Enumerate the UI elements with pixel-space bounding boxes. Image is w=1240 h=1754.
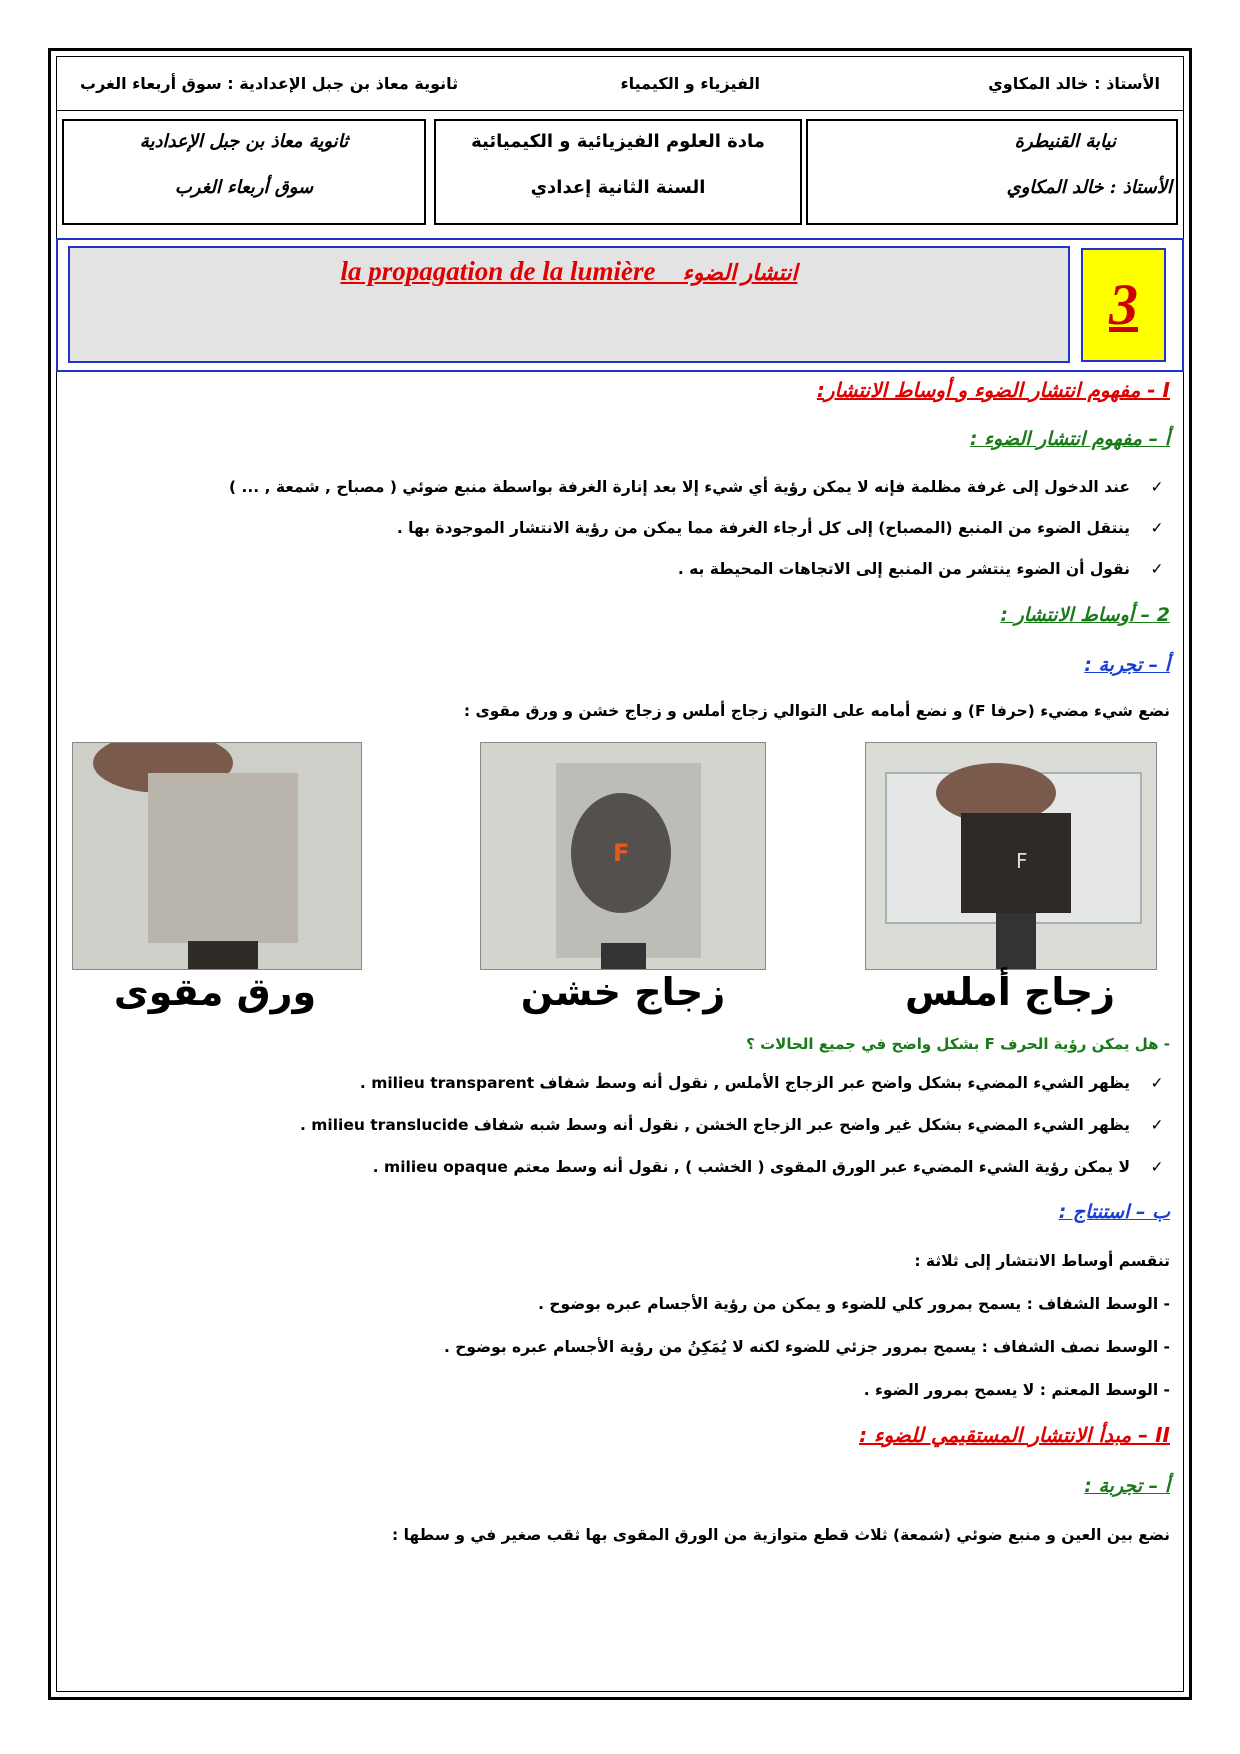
header-teacher: الأستاذ : خالد المكاوي (988, 74, 1160, 93)
header-row (60, 66, 1180, 102)
photo-smooth-glass (865, 742, 1157, 970)
check-icon: ✓ (1150, 560, 1164, 578)
bullet-3-text: نقول أن الضوء ينتشر من المنبع إلى الاتجاهات المحيطة به . (677, 560, 1130, 578)
info-box-school (62, 119, 426, 225)
info-box-subject (434, 119, 802, 225)
bullet-3 (678, 560, 1170, 578)
bullet-1 (229, 478, 1170, 496)
caption-frosted-glass: زجاج خشن (520, 970, 726, 1014)
bullet-2-text: ينتقل الضوء من المنبع (المصباح) إلى كل أرجاء الغرفة مما يمكن من رؤية الانتشار الموجودة بها . (396, 519, 1130, 537)
photo-cardboard (72, 742, 362, 970)
caption-smooth-glass: زجاج أملس (905, 970, 1115, 1014)
bullet-1-text: عند الدخول إلى غرفة مظلمة فإنه لا يمكن رؤية أي شيء إلا بعد إنارة الغرفة بواسطة منبع ضوئي ( مصباح , شمعة , ... ) (229, 478, 1130, 496)
check-icon: ✓ (1150, 478, 1164, 496)
lesson-title-fr: la propagation de la lumière (340, 256, 656, 286)
answer-1 (360, 1074, 1170, 1092)
section1-sub-a: أ – مفهوم انتشار الضوء : (969, 428, 1170, 450)
lesson-title (70, 256, 1068, 287)
lesson-title-ar: انتشار الضوء (682, 260, 798, 285)
header-subject: الفيزياء و الكيمياء (620, 74, 760, 93)
check-icon: ✓ (1150, 1074, 1164, 1092)
info-box-teacher (806, 119, 1178, 225)
photo-letter-f-blurred: F (613, 839, 630, 867)
photo-letter-f: F (1016, 849, 1028, 873)
photo-frosted-glass (480, 742, 766, 970)
smooth-glass-illustration (866, 743, 1157, 970)
answer-2-text: يظهر الشيء المضيء بشكل غير واضح عبر الزجاج الخشن , نقول أنه وسط شبه شفاف milieu translucide . (299, 1116, 1130, 1134)
conclusion-line-1: تنقسم أوساط الانتشار إلى ثلاثة : (914, 1252, 1170, 1270)
info-delegation: نيابة القنيطرة (1014, 131, 1116, 152)
section2-experiment-text: نضع بين العين و منبع ضوئي (شمعة) ثلاث قطع متوازية من الورق المقوى بها ثقب صغير في و سطها : (392, 1526, 1170, 1544)
check-icon: ✓ (1150, 519, 1164, 537)
caption-cardboard: ورق مقوى (113, 970, 317, 1014)
check-icon: ✓ (1150, 1158, 1164, 1176)
header-school: ثانوية معاذ بن جبل الإعدادية : سوق أربعاء الغرب (80, 74, 459, 93)
info-teacher: الأستاذ : خالد المكاوي (1006, 177, 1172, 198)
section1-sub-2: 2 – أوساط الانتشار : (1000, 604, 1170, 626)
info-grade: السنة الثانية إعدادي (530, 177, 706, 198)
section1-heading: I - مفهوم انتشار الضوء و أوساط الانتشار: (816, 378, 1170, 402)
experiment-text: نضع شيء مضيء (حرفا F) و نضع أمامه على التوالي زجاج أملس و زجاج خشن و ورق مقوى : (463, 702, 1170, 720)
conclusion-line-3: - الوسط نصف الشفاف : يسمح بمرور جزئي للضوء لكنه لا يُمَكِنُ من رؤية الأجسام عبره بوضوح . (443, 1338, 1170, 1356)
check-icon: ✓ (1150, 1116, 1164, 1134)
conclusion-heading: ب – استنتاج : (1058, 1201, 1170, 1223)
cardboard-illustration (73, 743, 362, 970)
experiment-heading: أ – تجربة : (1084, 654, 1170, 676)
conclusion-line-4: - الوسط المعتم : لا يسمح بمرور الضوء . (863, 1381, 1170, 1399)
answer-3 (373, 1158, 1170, 1176)
conclusion-line-2: - الوسط الشفاف : يسمح بمرور كلي للضوء و يمكن من رؤية الأجسام عبره بوضوح . (538, 1295, 1170, 1313)
lesson-title-box (68, 246, 1070, 363)
lesson-number-box (1081, 248, 1166, 362)
answer-1-text: يظهر الشيء المضيء بشكل واضح عبر الزجاج الأملس , نقول أنه وسط شفاف milieu transparent . (359, 1074, 1130, 1092)
info-subject: مادة العلوم الفيزيائية و الكيميائية (471, 131, 765, 152)
header-divider (56, 110, 1184, 111)
section2-heading: II – مبدأ الانتشار المستقيمي للضوء : (859, 1423, 1170, 1447)
answer-3-text: لا يمكن رؤية الشيء المضيء عبر الورق المقوى ( الخشب ) , نقول أنه وسط معتم milieu opaque . (372, 1158, 1130, 1176)
question: - هل يمكن رؤية الحرف F بشكل واضح في جميع الحالات ؟ (746, 1035, 1170, 1053)
frosted-glass-illustration (481, 743, 766, 970)
info-school-name: ثانوية معاذ بن جبل الإعدادية (139, 131, 349, 152)
info-school-town: سوق أربعاء الغرب (174, 177, 314, 198)
section2-experiment-heading: أ – تجربة : (1084, 1475, 1170, 1497)
bullet-2 (397, 519, 1170, 537)
lesson-number: 3 (1109, 272, 1138, 337)
answer-2 (300, 1116, 1170, 1134)
